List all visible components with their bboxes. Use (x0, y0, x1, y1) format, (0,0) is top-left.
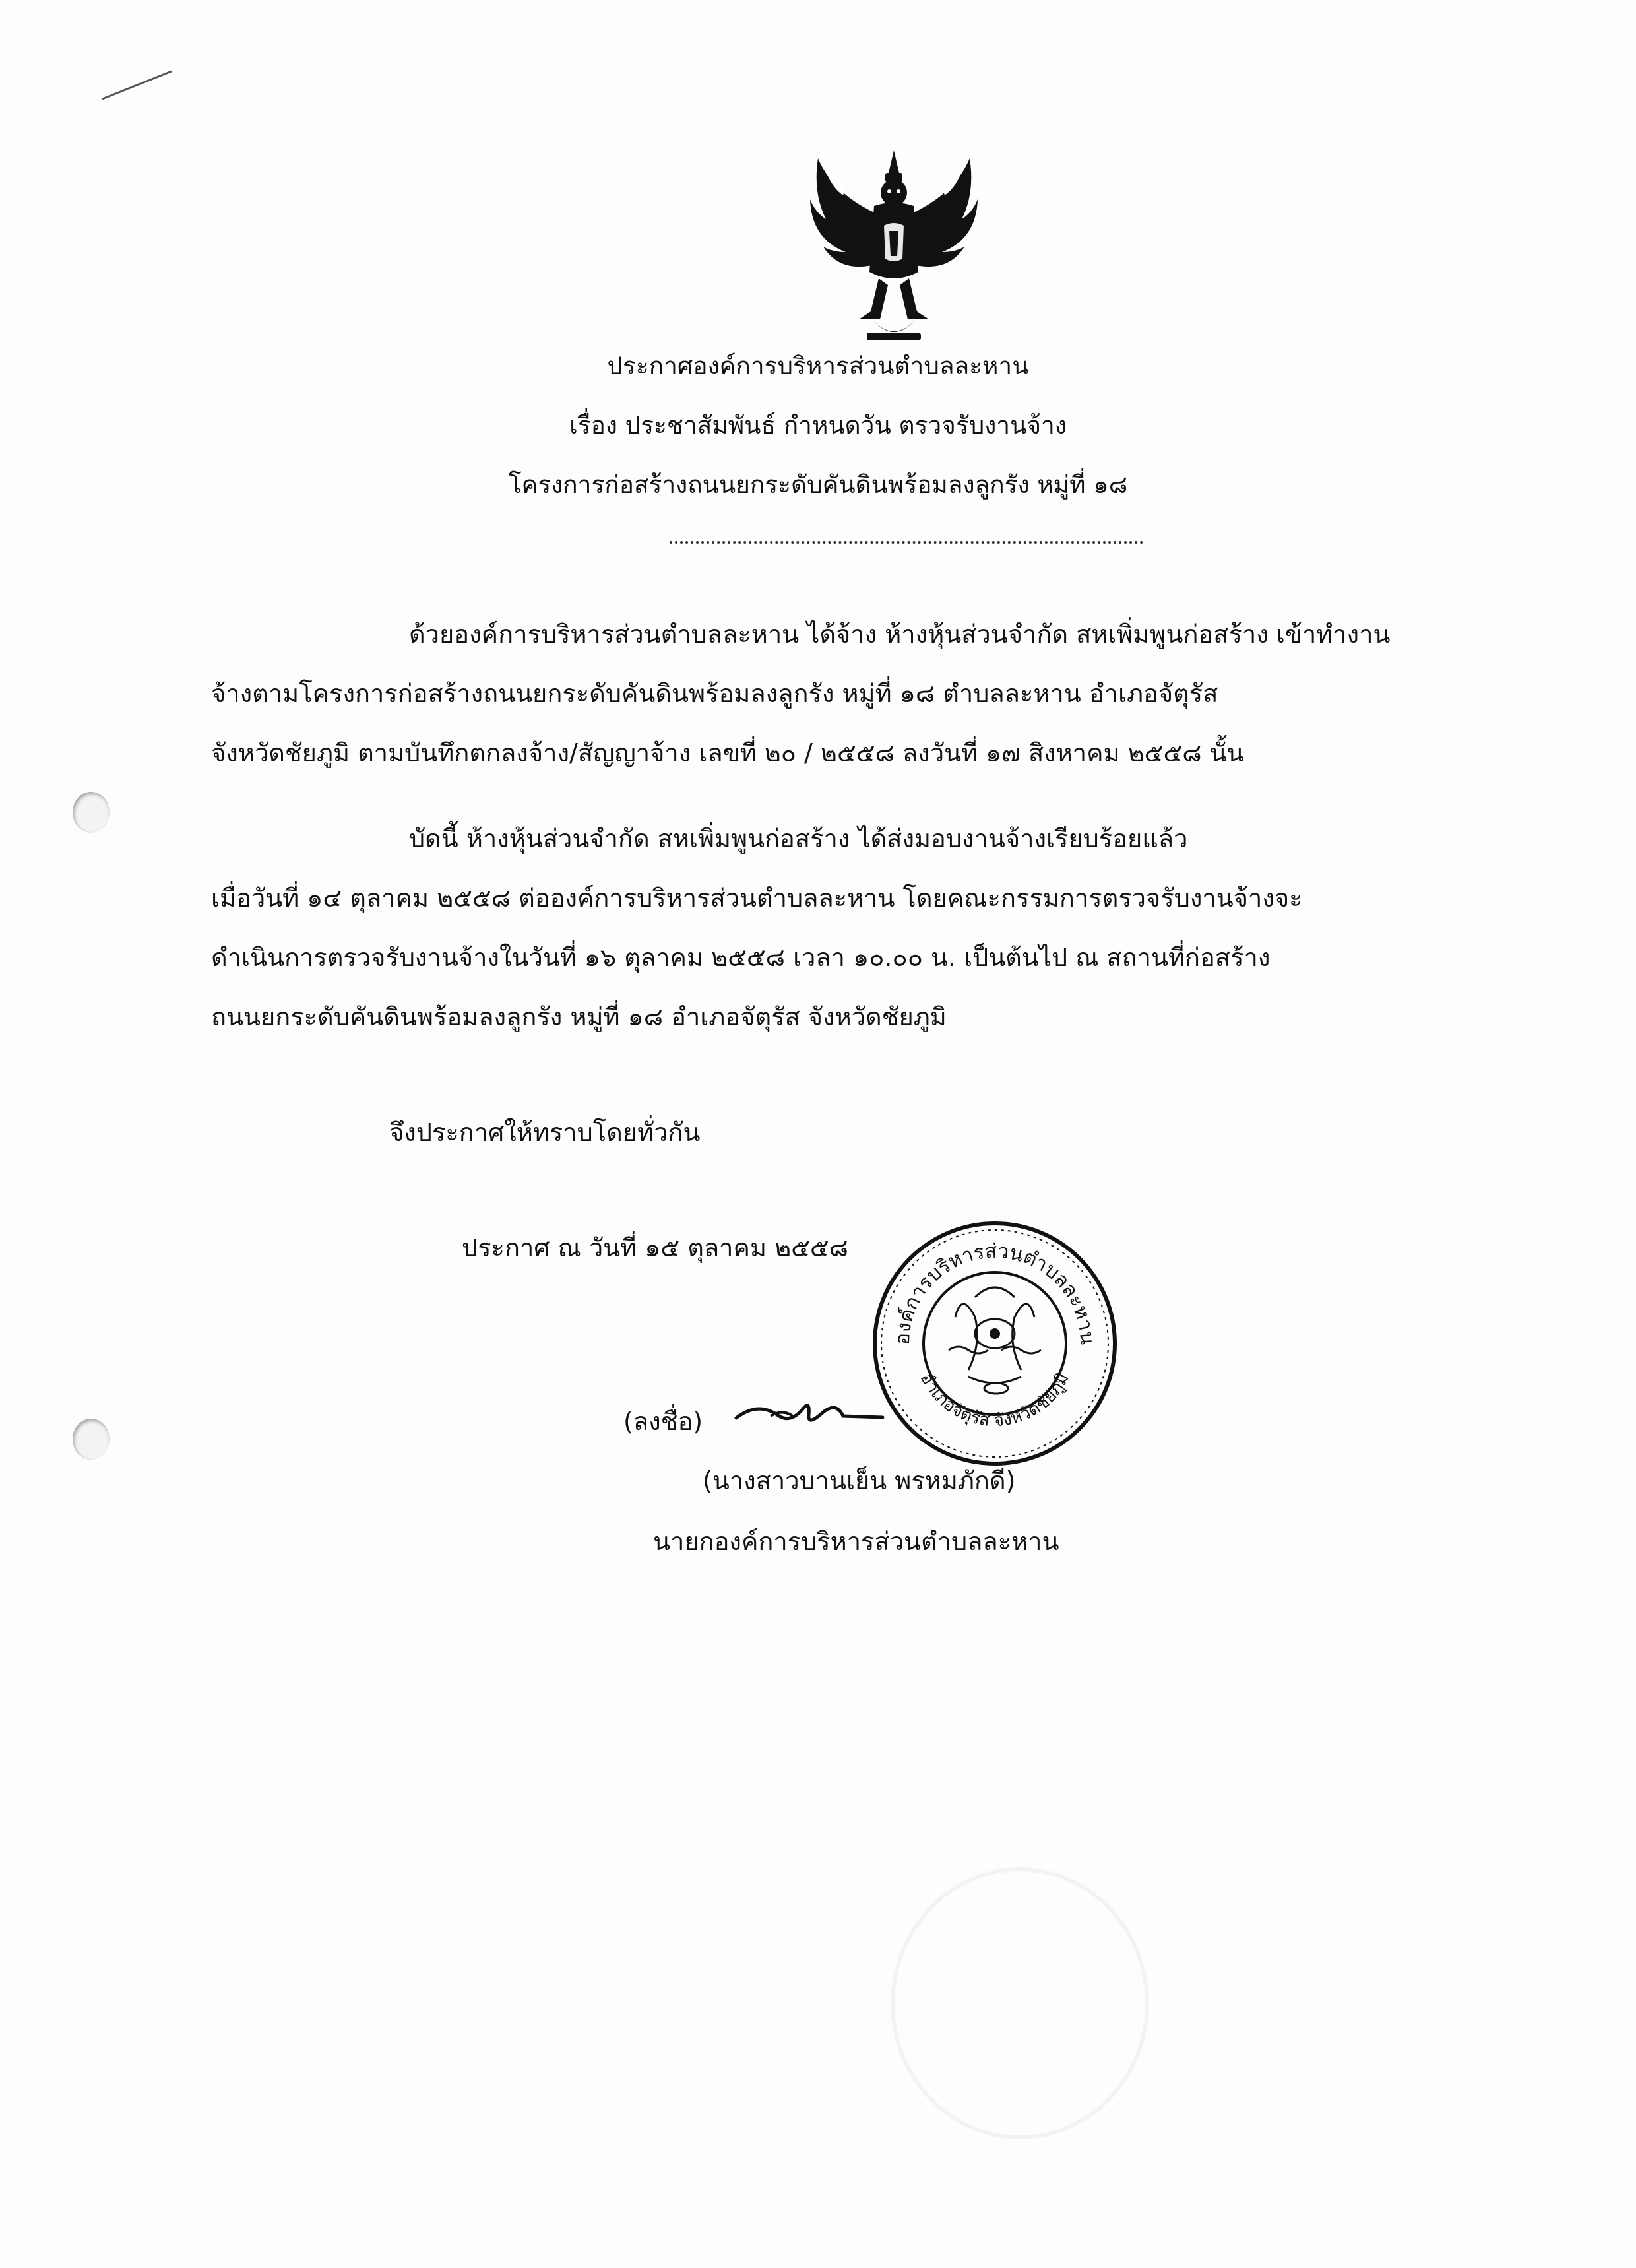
faint-seal-bleed (891, 1867, 1149, 2139)
seal-text-bottom: อำเภอจัตุรัส จังหวัดชัยภูมิ (916, 1369, 1074, 1431)
seal-text-top: องค์การบริหารส่วนตำบลละหาน (891, 1239, 1099, 1345)
announcement-subject: เรื่อง ประชาสัมพันธ์ กำหนดวัน ตรวจรับงานจ้าง (569, 411, 1067, 439)
body-paragraph-1-line-2: จ้างตามโครงการก่อสร้างถนนยกระดับคันดินพร้อมลงลูกรัง หมู่ที่ ๑๘ ตำบลละหาน อำเภอจัตุรัส (211, 679, 1218, 708)
binder-hole-top (73, 792, 110, 833)
binder-hole-bottom (73, 1419, 110, 1460)
header-dotted-rule (670, 541, 1143, 544)
body-paragraph-2-line-2: เมื่อวันที่ ๑๔ ตุลาคม ๒๕๕๘ ต่อองค์การบริหารส่วนตำบลละหาน โดยคณะกรรมการตรวจรับงานจ้างจะ (211, 884, 1303, 913)
announcement-project: โครงการก่อสร้างถนนยกระดับคันดินพร้อมลงลูกรัง หมู่ที่ ๑๘ (508, 470, 1128, 499)
body-paragraph-2-line-4: ถนนยกระดับคันดินพร้อมลงลูกรัง หมู่ที่ ๑๘ อำเภอจัตุรัส จังหวัดชัยภูมิ (211, 1002, 947, 1031)
closing-statement: จึงประกาศให้ทราบโดยทั่วกัน (389, 1118, 701, 1147)
announcement-org-title: ประกาศองค์การบริหารส่วนตำบลละหาน (607, 352, 1029, 380)
signature-label: (ลงชื่อ) (623, 1407, 703, 1436)
announcement-date: ประกาศ ณ วันที่ ๑๕ ตุลาคม ๒๕๕๘ (462, 1233, 848, 1262)
official-seal-icon (869, 1218, 1120, 1469)
body-paragraph-2-line-1: บัดนี้ ห้างหุ้นส่วนจำกัด สหเพิ่มพูนก่อสร้าง ได้ส่งมอบงานจ้างเรียบร้อยแล้ว (409, 824, 1188, 853)
signatory-position: นายกองค์การบริหารส่วนตำบลละหาน (653, 1527, 1059, 1556)
garuda-emblem-icon (806, 146, 982, 344)
signatory-name: (นางสาวบานเย็น พรหมภักดี) (703, 1466, 1016, 1495)
body-paragraph-1-line-1: ด้วยองค์การบริหารส่วนตำบลละหาน ได้จ้าง ห้างหุ้นส่วนจำกัด สหเพิ่มพูนก่อสร้าง เข้าทำงาน (409, 620, 1391, 649)
handwritten-signature-icon (731, 1388, 889, 1435)
body-paragraph-2-line-3: ดำเนินการตรวจรับงานจ้างในวันที่ ๑๖ ตุลาคม ๒๕๕๘ เวลา ๑๐.๐๐ น. เป็นต้นไป ณ สถานที่ก่อสร้าง (211, 943, 1271, 972)
body-paragraph-1-line-3: จังหวัดชัยภูมิ ตามบันทึกตกลงจ้าง/สัญญาจ้าง เลขที่ ๒๐ / ๒๕๕๘ ลงวันที่ ๑๗ สิงหาคม ๒๕๕๘ นั้น (211, 738, 1244, 767)
pen-mark (99, 66, 178, 106)
